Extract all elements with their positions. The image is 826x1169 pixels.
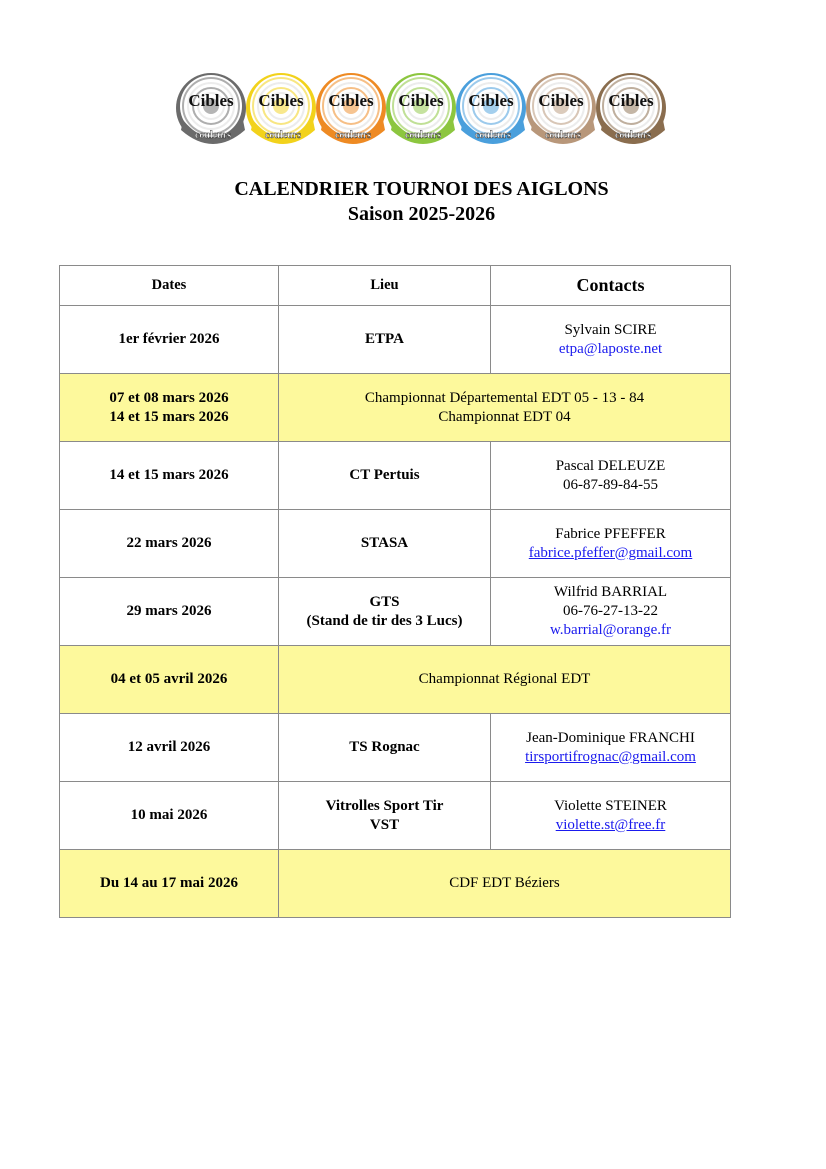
cibles-logo-yellow — [243, 68, 315, 150]
tournament-row — [60, 714, 731, 782]
venue-name: ETPA — [365, 331, 404, 347]
venue-name: STASA — [360, 535, 409, 551]
event-name: Championnat Régional EDT — [418, 671, 591, 687]
venue-cell — [279, 306, 491, 374]
contact-cell — [491, 442, 731, 510]
svg-text:Cibles: Cibles — [258, 91, 304, 110]
svg-text:couleurs: couleurs — [614, 130, 652, 141]
venue-cell — [279, 714, 491, 782]
championship-row — [60, 646, 731, 714]
date-text: 10 mai 2026 — [130, 807, 208, 823]
svg-text:couleurs: couleurs — [544, 130, 582, 141]
tournament-row — [60, 782, 731, 850]
venue-name: CT Pertuis — [349, 467, 420, 483]
table-header-row — [60, 266, 731, 306]
cibles-logo-gray — [173, 68, 245, 150]
contact-email-link[interactable]: violette.st@free.fr — [555, 816, 666, 833]
cibles-logo-multicolor — [593, 68, 665, 150]
target-logo-icon — [243, 68, 319, 150]
venue-name: (Stand de tir des 3 Lucs) — [306, 612, 463, 629]
venue-cell — [279, 578, 491, 646]
target-logo-icon — [313, 68, 389, 150]
svg-text:couleurs: couleurs — [474, 130, 512, 141]
contact-name: Pascal DELEUZE — [555, 457, 666, 474]
column-header-contacts: Contacts — [491, 266, 731, 306]
tournament-calendar-table — [59, 265, 731, 918]
svg-text:Cibles: Cibles — [468, 91, 514, 110]
date-text: 1er février 2026 — [118, 331, 220, 347]
tournament-row — [60, 510, 731, 578]
date-text: 14 et 15 mars 2026 — [109, 467, 229, 483]
venue-name: Vitrolles Sport Tir — [325, 797, 444, 814]
event-name: Championnat Départemental EDT 05 - 13 - 84 — [364, 389, 645, 406]
date-cell — [60, 578, 279, 646]
svg-text:Cibles: Cibles — [608, 91, 654, 110]
date-cell — [60, 782, 279, 850]
date-cell — [60, 306, 279, 374]
cibles-logo-beige — [523, 68, 595, 150]
championship-row — [60, 374, 731, 442]
venue-name: VST — [369, 816, 400, 833]
column-header-lieu: Lieu — [279, 266, 491, 306]
contact-cell — [491, 306, 731, 374]
svg-text:Cibles: Cibles — [188, 91, 234, 110]
target-logo-icon — [173, 68, 249, 150]
svg-text:Cibles: Cibles — [538, 91, 584, 110]
date-text: 22 mars 2026 — [126, 535, 212, 551]
date-cell — [60, 850, 279, 918]
venue-cell — [279, 442, 491, 510]
svg-text:Cibles: Cibles — [398, 91, 444, 110]
date-cell — [60, 442, 279, 510]
svg-text:couleurs: couleurs — [404, 130, 442, 141]
date-cell — [60, 374, 279, 442]
contact-phone: 06-76-27-13-22 — [563, 603, 658, 619]
venue-cell — [279, 782, 491, 850]
contact-email-link[interactable]: etpa@laposte.net — [558, 340, 663, 357]
venue-name: GTS — [369, 593, 400, 610]
contact-cell — [491, 510, 731, 578]
date-cell — [60, 510, 279, 578]
contact-cell — [491, 578, 731, 646]
date-text: 07 et 08 mars 2026 — [109, 389, 229, 406]
cibles-logo-blue — [453, 68, 525, 150]
tournament-row — [60, 578, 731, 646]
venue-name: TS Rognac — [349, 739, 420, 755]
column-header-dates: Dates — [60, 266, 279, 306]
date-cell — [60, 646, 279, 714]
date-cell — [60, 714, 279, 782]
date-text: Du 14 au 17 mai 2026 — [100, 875, 238, 891]
contact-name: Wilfrid BARRIAL — [553, 584, 668, 600]
target-logo-icon — [593, 68, 669, 150]
season-subtitle: Saison 2025-2026 — [347, 203, 496, 225]
contact-name: Sylvain SCIRE — [564, 321, 657, 338]
target-logo-icon — [453, 68, 529, 150]
contact-phone: 06-87-89-84-55 — [563, 476, 658, 493]
tournament-row — [60, 442, 731, 510]
event-name: CDF EDT Béziers — [449, 875, 560, 891]
cibles-logo-orange — [313, 68, 385, 150]
date-text: 14 et 15 mars 2026 — [109, 408, 229, 425]
date-text: 12 avril 2026 — [127, 739, 211, 755]
contact-name: Violette STEINER — [554, 797, 667, 814]
venue-cell — [279, 510, 491, 578]
contact-email-link[interactable]: tirsportifrognac@gmail.com — [525, 748, 696, 765]
target-logo-icon — [383, 68, 459, 150]
event-cell — [279, 850, 731, 918]
event-cell — [279, 646, 731, 714]
page-title: CALENDRIER TOURNOI DES AIGLONS — [234, 178, 609, 200]
contact-name: Jean-Dominique FRANCHI — [526, 729, 695, 746]
contact-email-link[interactable]: fabrice.pfeffer@gmail.com — [528, 544, 693, 561]
contact-cell — [491, 782, 731, 850]
contact-email-link[interactable]: w.barrial@orange.fr — [549, 622, 672, 638]
target-logo-icon — [523, 68, 599, 150]
cibles-logo-green — [383, 68, 455, 150]
cibles-couleurs-logo-strip — [173, 68, 667, 150]
event-name: Championnat EDT 04 — [438, 408, 571, 425]
date-text: 29 mars 2026 — [126, 603, 212, 619]
date-text: 04 et 05 avril 2026 — [110, 671, 228, 687]
event-cell — [279, 374, 731, 442]
svg-text:Cibles: Cibles — [328, 91, 374, 110]
contact-cell — [491, 714, 731, 782]
tournament-row — [60, 306, 731, 374]
svg-text:couleurs: couleurs — [194, 130, 232, 141]
contact-name: Fabrice PFEFFER — [555, 525, 666, 542]
championship-row — [60, 850, 731, 918]
svg-text:couleurs: couleurs — [334, 130, 372, 141]
svg-text:couleurs: couleurs — [264, 130, 302, 141]
